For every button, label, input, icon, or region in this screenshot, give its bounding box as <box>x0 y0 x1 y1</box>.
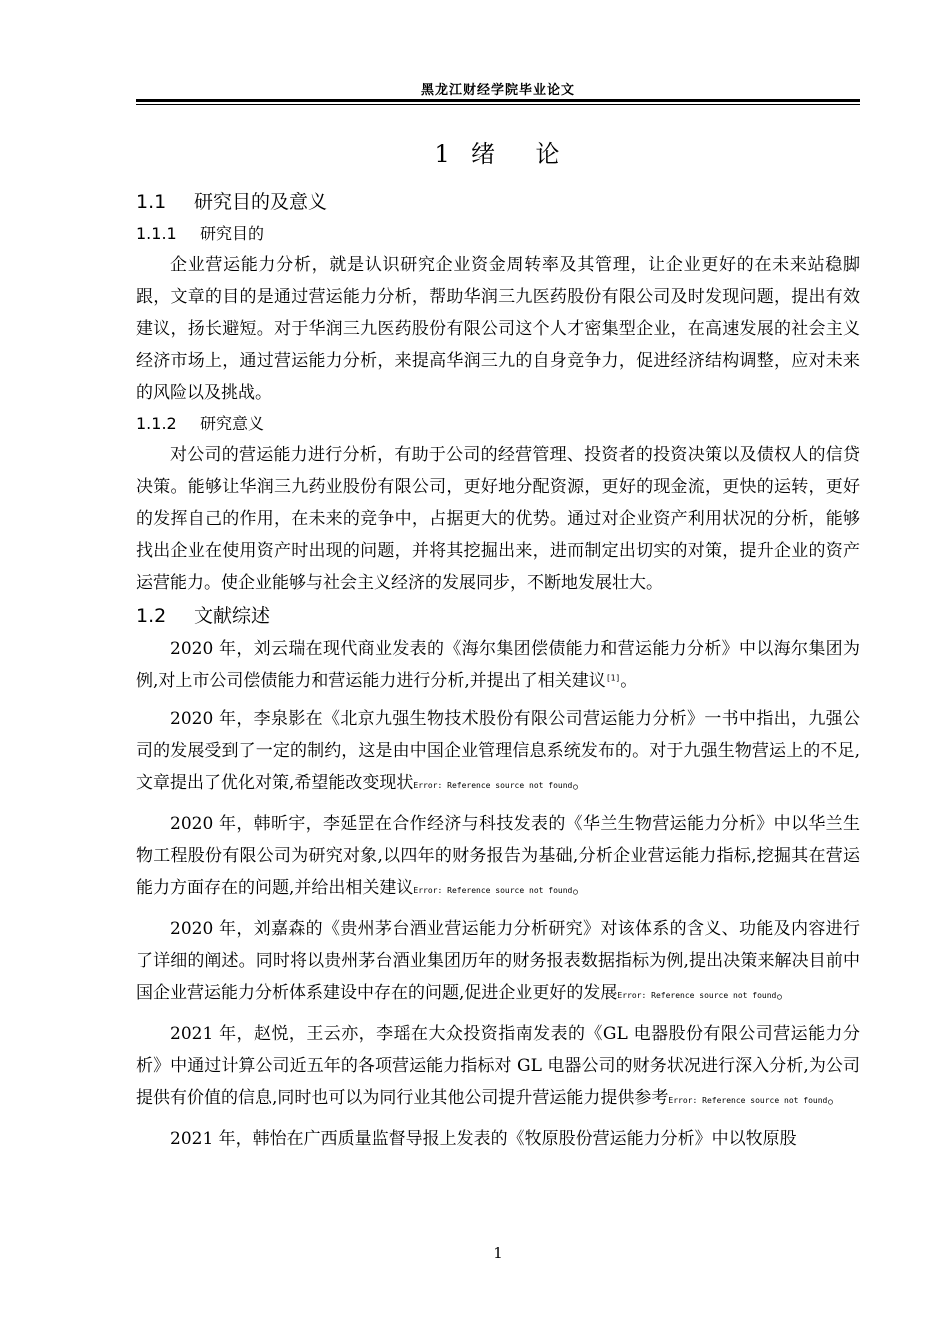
section-title: 研究目的及意义 <box>194 191 328 213</box>
body-content <box>136 185 860 1155</box>
paragraph-end: 。 <box>776 983 794 1003</box>
header-rule-thin <box>136 104 860 105</box>
paragraph-text: 2020 年，韩昕宇，李延罡在合作经济与科技发表的《华兰生物营运能力分析》中以华兰生物工程股份有限公司为研究对象,以四年的财务报告为基础,分析企业营运能力指标,挖掘其在营运能力方面存在的问题,并给出相关建议 <box>136 814 860 898</box>
paragraph-end: 。 <box>620 671 638 691</box>
paragraph-text: 2020 年，刘嘉森的《贵州茅台酒业营运能力分析研究》对该体系的含义、功能及内容进行了详细的阐述。同时将以贵州茅台酒业集团历年的财务报表数据指标为例,提出决策来解决目前中国企业营运能力分析体系建设中存在的问题,促进企业更好的发展 <box>136 919 860 1003</box>
section-heading-1-1 <box>136 185 860 219</box>
literature-paragraph <box>136 913 860 1012</box>
paragraph-text: 2021 年，韩怡在广西质量监督导报上发表的《牧原股份营运能力分析》中以牧原股 <box>170 1129 797 1149</box>
paragraph-text: 2020 年，李泉影在《北京九强生物技术股份有限公司营运能力分析》一书中指出，九强公司的发展受到了一定的制约，这是由中国企业管理信息系统发布的。对于九强生物营运上的不足,文章提出了优化对策,希望能改变现状 <box>136 709 860 793</box>
subsection-number: 1.1.2 <box>136 414 177 433</box>
subsection-number: 1.1.1 <box>136 224 177 243</box>
paragraph-text: 2021 年，赵悦，王云亦，李瑶在大众投资指南发表的《GL 电器股份有限公司营运能力分析》中通过计算公司近五年的各项营运能力指标对 GL 电器公司的财务状况进行深入分析,为公司提供有价值的信息,同时也可以为同行业其他公司提升营运能力提供参考 <box>136 1024 860 1108</box>
section-number: 1.2 <box>136 605 167 627</box>
paragraph-end: 。 <box>572 878 590 898</box>
subsection-heading-1-1-2 <box>136 409 860 439</box>
header-rule-thick <box>136 99 860 102</box>
citation-error-note: Error: Reference source not found <box>413 886 573 895</box>
chapter-title: 1 绪 论 <box>434 140 562 168</box>
literature-paragraph <box>136 1018 860 1117</box>
literature-paragraph <box>136 1123 860 1155</box>
paragraph-end: 。 <box>827 1088 845 1108</box>
section-heading-1-2 <box>136 599 860 633</box>
literature-paragraph <box>136 633 860 697</box>
citation-error-note: Error: Reference source not found <box>617 991 777 1000</box>
subsection-title: 研究意义 <box>200 414 265 433</box>
page-number: 1 <box>493 1244 503 1262</box>
paragraph-research-significance: 对公司的营运能力进行分析，有助于公司的经营管理、投资者的投资决策以及债权人的信贷决策。能够让华润三九药业股份有限公司，更好地分配资源，更好的现金流，更快的运转，更好的发挥自己的作用，在未来的竞争中，占据更大的优势。通过对企业资产利用状况的分析，能够找出企业在使用资产时出现的问题，并将其挖掘出来，进而制定出切实的对策，提升企业的资产运营能力。使企业能够与社会主义经济的发展同步，不断地发展壮大。 <box>136 445 860 593</box>
paragraph-text: 2020 年，刘云瑞在现代商业发表的《海尔集团偿债能力和营运能力分析》中以海尔集团为例,对上市公司偿债能力和营运能力进行分析,并提出了相关建议 <box>136 639 860 691</box>
section-title: 文献综述 <box>194 605 271 627</box>
literature-paragraph <box>136 808 860 907</box>
subsection-heading-1-1-1 <box>136 219 860 249</box>
paragraph-end: 。 <box>572 773 590 793</box>
citation-mark: [1] <box>605 673 621 683</box>
section-number: 1.1 <box>136 191 167 213</box>
subsection-title: 研究目的 <box>200 224 265 243</box>
citation-error-note: Error: Reference source not found <box>668 1096 828 1105</box>
literature-paragraph <box>136 703 860 802</box>
citation-error-note: Error: Reference source not found <box>413 781 573 790</box>
paragraph-research-purpose: 企业营运能力分析，就是认识研究企业资金周转率及其管理，让企业更好的在未来站稳脚跟，文章的目的是通过营运能力分析，帮助华润三九医药股份有限公司及时发现问题，提出有效建议，扬长避短。对于华润三九医药股份有限公司这个人才密集型企业，在高速发展的社会主义经济市场上，通过营运能力分析，来提高华润三九的自身竞争力，促进经济结构调整，应对未来的风险以及挑战。 <box>136 255 860 403</box>
running-header: 黑龙江财经学院毕业论文 <box>420 83 575 98</box>
